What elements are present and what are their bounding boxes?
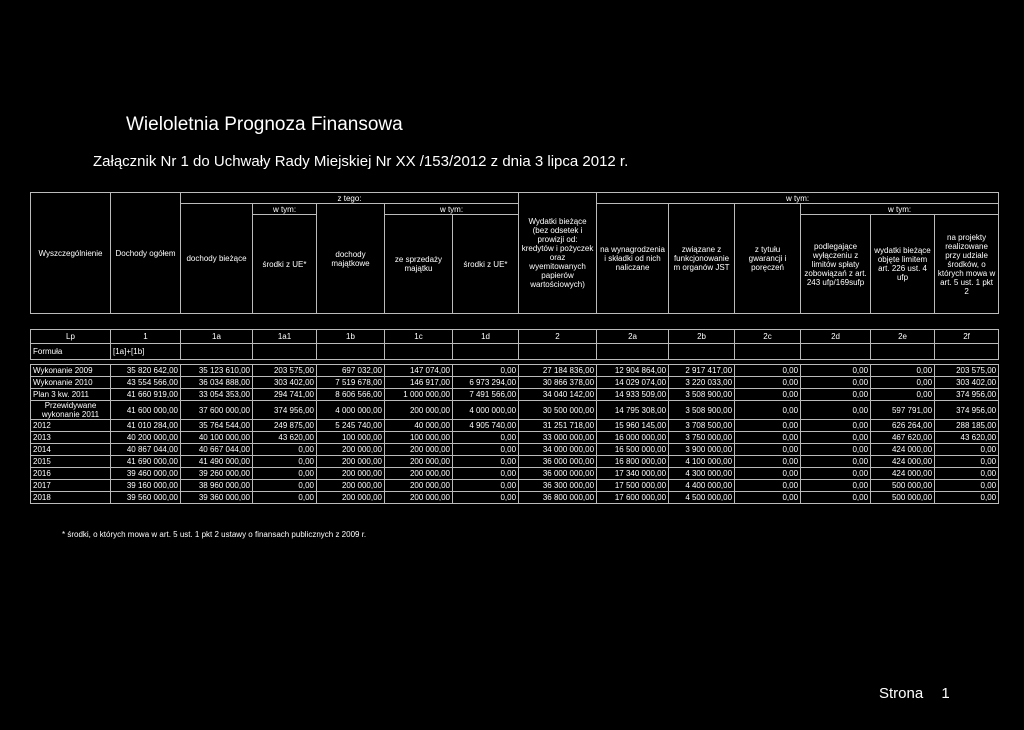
table-cell: 697 032,00 — [317, 365, 385, 377]
table-cell: 0,00 — [735, 401, 801, 420]
table-cell: 203 575,00 — [253, 365, 317, 377]
table-cell: 14 933 509,00 — [597, 389, 669, 401]
table-cell: 0,00 — [871, 377, 935, 389]
formula-cell — [735, 344, 801, 360]
page-num: 1 — [941, 685, 950, 702]
table-cell: 100 000,00 — [317, 432, 385, 444]
formula-row — [31, 344, 999, 360]
document-title: Wieloletnia Prognoza Finansowa — [126, 114, 403, 135]
table-cell: 374 956,00 — [935, 401, 999, 420]
row-label: 2013 — [31, 432, 111, 444]
table-cell: 288 185,00 — [935, 420, 999, 432]
index-cell: 2e — [871, 330, 935, 344]
table-cell: 0,00 — [253, 480, 317, 492]
table-row — [31, 444, 999, 456]
index-cell: Lp — [31, 330, 111, 344]
index-cell: 2 — [519, 330, 597, 344]
table-cell: 14 795 308,00 — [597, 401, 669, 420]
table-cell: 40 000,00 — [385, 420, 453, 432]
table-row — [31, 401, 999, 420]
row-label: Wykonanie 2010 — [31, 377, 111, 389]
col-header-wylaczenie-limitow: podlegające wyłączeniu z limitów spłaty zobowiązań z art. 243 ufp/169sufp — [801, 215, 871, 314]
formula-label: Formuła — [31, 344, 111, 360]
index-cell: 2f — [935, 330, 999, 344]
table-cell: 4 300 000,00 — [669, 468, 735, 480]
table-cell: 43 554 566,00 — [111, 377, 181, 389]
index-cell: 2a — [597, 330, 669, 344]
table-cell: 41 010 284,00 — [111, 420, 181, 432]
table-cell: 0,00 — [801, 365, 871, 377]
table-row — [31, 365, 999, 377]
table-cell: 200 000,00 — [317, 492, 385, 504]
table-cell: 200 000,00 — [385, 492, 453, 504]
table-cell: 3 708 500,00 — [669, 420, 735, 432]
page-label: Strona — [879, 685, 924, 702]
table-cell: 200 000,00 — [317, 468, 385, 480]
table-row — [31, 456, 999, 468]
footnote: * środki, o których mowa w art. 5 ust. 1 pkt 2 ustawy o finansach publicznych z 2009 r. — [62, 530, 367, 539]
table-cell: 36 300 000,00 — [519, 480, 597, 492]
table-cell: 27 184 836,00 — [519, 365, 597, 377]
table-cell: 4 400 000,00 — [669, 480, 735, 492]
table-cell: 0,00 — [801, 480, 871, 492]
table-cell: 16 800 000,00 — [597, 456, 669, 468]
table-cell: 0,00 — [801, 377, 871, 389]
table-cell: 0,00 — [801, 432, 871, 444]
table-cell: 0,00 — [453, 468, 519, 480]
table-cell: 31 251 718,00 — [519, 420, 597, 432]
index-cell: 1a — [181, 330, 253, 344]
table-cell: 40 100 000,00 — [181, 432, 253, 444]
table-cell: 203 575,00 — [935, 365, 999, 377]
row-label: 2015 — [31, 456, 111, 468]
table-cell: 0,00 — [801, 468, 871, 480]
table-cell: 16 500 000,00 — [597, 444, 669, 456]
index-cell: 2d — [801, 330, 871, 344]
table-cell: 0,00 — [735, 377, 801, 389]
col-header-wynagrodzenia: na wynagrodzenia i składki od nich naliczane — [597, 204, 669, 314]
table-cell: 424 000,00 — [871, 444, 935, 456]
table-cell: 35 123 610,00 — [181, 365, 253, 377]
table-row — [31, 432, 999, 444]
table-cell: 39 560 000,00 — [111, 492, 181, 504]
table-cell: 36 800 000,00 — [519, 492, 597, 504]
table-cell: 0,00 — [735, 468, 801, 480]
col-header-projekty-ue: na projekty realizowane przy udziale środków, o których mowa w art. 5 ust. 1 pkt 2 — [935, 215, 999, 314]
row-label: 2016 — [31, 468, 111, 480]
table-cell: 4 100 000,00 — [669, 456, 735, 468]
table-cell: 100 000,00 — [385, 432, 453, 444]
table-row — [31, 377, 999, 389]
table-row — [31, 389, 999, 401]
row-label: 2012 — [31, 420, 111, 432]
row-label: 2017 — [31, 480, 111, 492]
table-cell: 0,00 — [801, 420, 871, 432]
index-cell: 1c — [385, 330, 453, 344]
table-cell: 17 500 000,00 — [597, 480, 669, 492]
table-cell: 34 000 000,00 — [519, 444, 597, 456]
formula-cell — [253, 344, 317, 360]
group-header-w-tym-2: w tym: — [385, 204, 519, 215]
table-cell: 30 866 378,00 — [519, 377, 597, 389]
table-cell: 0,00 — [735, 480, 801, 492]
table-cell: 41 600 000,00 — [111, 401, 181, 420]
table-cell: 1 000 000,00 — [385, 389, 453, 401]
table-cell: 35 764 544,00 — [181, 420, 253, 432]
group-header-w-tym-1: w tym: — [253, 204, 317, 215]
table-cell: 0,00 — [735, 492, 801, 504]
table-cell: 0,00 — [453, 444, 519, 456]
table-cell: 3 508 900,00 — [669, 401, 735, 420]
table-cell: 200 000,00 — [385, 401, 453, 420]
col-header-srodki-ue-1: środki z UE* — [253, 215, 317, 314]
financial-forecast-table — [30, 192, 999, 504]
table-cell: 4 500 000,00 — [669, 492, 735, 504]
table-cell: 0,00 — [453, 456, 519, 468]
table-cell: 39 460 000,00 — [111, 468, 181, 480]
formula-cell — [181, 344, 253, 360]
table-cell: 200 000,00 — [385, 468, 453, 480]
table-cell: 35 820 642,00 — [111, 365, 181, 377]
col-header-dochody-ogolem: Dochody ogółem — [111, 193, 181, 314]
table-cell: 0,00 — [253, 444, 317, 456]
index-cell: 2b — [669, 330, 735, 344]
table-cell: 5 245 740,00 — [317, 420, 385, 432]
formula-cell — [669, 344, 735, 360]
formula-cell — [597, 344, 669, 360]
table-cell: 0,00 — [735, 365, 801, 377]
table-cell: 0,00 — [253, 492, 317, 504]
table-cell: 374 956,00 — [935, 389, 999, 401]
table-cell: 0,00 — [253, 456, 317, 468]
col-header-dochody-majatkowe: dochody majątkowe — [317, 204, 385, 314]
table-cell: 40 867 044,00 — [111, 444, 181, 456]
table-cell: 36 034 888,00 — [181, 377, 253, 389]
table-cell: 6 973 294,00 — [453, 377, 519, 389]
table-cell: 4 000 000,00 — [317, 401, 385, 420]
table-cell: 3 750 000,00 — [669, 432, 735, 444]
table-cell: 7 491 566,00 — [453, 389, 519, 401]
table-cell: 16 000 000,00 — [597, 432, 669, 444]
table-cell: 40 200 000,00 — [111, 432, 181, 444]
table-cell: 200 000,00 — [385, 456, 453, 468]
table-cell: 15 960 145,00 — [597, 420, 669, 432]
col-header-wydatki-biezace: Wydatki bieżące (bez odsetek i prowizji od: kredytów i pożyczek oraz wyemitowanych papierów wartościowych) — [519, 193, 597, 314]
table-cell: 40 667 044,00 — [181, 444, 253, 456]
col-header-wydatki-limit: wydatki bieżące objęte limitem art. 226 ust. 4 ufp — [871, 215, 935, 314]
table-cell: 14 029 074,00 — [597, 377, 669, 389]
col-header-srodki-ue-2: środki z UE* — [453, 215, 519, 314]
spacer-row — [31, 314, 999, 330]
table-cell: 3 900 000,00 — [669, 444, 735, 456]
index-cell: 1d — [453, 330, 519, 344]
index-cell: 2c — [735, 330, 801, 344]
table-cell: 626 264,00 — [871, 420, 935, 432]
header-row-1 — [31, 193, 999, 204]
index-cell: 1 — [111, 330, 181, 344]
table-cell: 0,00 — [735, 420, 801, 432]
table-row — [31, 468, 999, 480]
table-cell: 249 875,00 — [253, 420, 317, 432]
table-cell: 0,00 — [801, 492, 871, 504]
col-header-sprzedaz-majatku: ze sprzedaży majątku — [385, 215, 453, 314]
table-cell: 0,00 — [935, 444, 999, 456]
index-row — [31, 330, 999, 344]
document-subtitle: Załącznik Nr 1 do Uchwały Rady Miejskiej Nr XX /153/2012 z dnia 3 lipca 2012 r. — [93, 153, 629, 170]
table-cell: 0,00 — [453, 480, 519, 492]
formula-cell — [453, 344, 519, 360]
table-cell: 200 000,00 — [385, 480, 453, 492]
col-header-dochody-biezace: dochody bieżące — [181, 204, 253, 314]
table-cell: 374 956,00 — [253, 401, 317, 420]
table-cell: 0,00 — [801, 389, 871, 401]
row-label: Plan 3 kw. 2011 — [31, 389, 111, 401]
table-cell: 2 917 417,00 — [669, 365, 735, 377]
table-cell: 0,00 — [735, 456, 801, 468]
table-cell: 0,00 — [453, 492, 519, 504]
table-row — [31, 480, 999, 492]
row-label: Przewidywane wykonanie 2011 — [31, 401, 111, 420]
table-cell: 36 000 000,00 — [519, 456, 597, 468]
table-cell: 0,00 — [935, 468, 999, 480]
table-cell: 200 000,00 — [385, 444, 453, 456]
index-cell: 1a1 — [253, 330, 317, 344]
col-header-wyszczegolnienie: Wyszczególnienie — [31, 193, 111, 314]
formula-cell — [519, 344, 597, 360]
table-cell: 0,00 — [253, 468, 317, 480]
group-header-w-tym-right-2: w tym: — [801, 204, 999, 215]
table-cell: 424 000,00 — [871, 456, 935, 468]
table-cell: 0,00 — [935, 480, 999, 492]
table-cell: 0,00 — [801, 444, 871, 456]
table-cell: 33 000 000,00 — [519, 432, 597, 444]
table-cell: 39 260 000,00 — [181, 468, 253, 480]
table-cell: 147 074,00 — [385, 365, 453, 377]
table-cell: 41 660 919,00 — [111, 389, 181, 401]
col-header-organy-jst: związane z funkcjonowanie m organów JST — [669, 204, 735, 314]
row-label: Wykonanie 2009 — [31, 365, 111, 377]
table-cell: 0,00 — [801, 456, 871, 468]
table-cell: 200 000,00 — [317, 456, 385, 468]
table-cell: 200 000,00 — [317, 444, 385, 456]
table-cell: 0,00 — [871, 389, 935, 401]
table-cell: 12 904 864,00 — [597, 365, 669, 377]
table-cell: 0,00 — [935, 456, 999, 468]
table-cell: 424 000,00 — [871, 468, 935, 480]
table-cell: 17 340 000,00 — [597, 468, 669, 480]
table-cell: 303 402,00 — [253, 377, 317, 389]
table-cell: 500 000,00 — [871, 480, 935, 492]
table-cell: 39 360 000,00 — [181, 492, 253, 504]
table-cell: 3 220 033,00 — [669, 377, 735, 389]
index-cell: 1b — [317, 330, 385, 344]
table-cell: 200 000,00 — [317, 480, 385, 492]
table-cell: 146 917,00 — [385, 377, 453, 389]
table-cell: 4 000 000,00 — [453, 401, 519, 420]
formula-value: [1a]+[1b] — [111, 344, 181, 360]
table-row — [31, 492, 999, 504]
table-cell: 17 600 000,00 — [597, 492, 669, 504]
table-cell: 467 620,00 — [871, 432, 935, 444]
table-cell: 7 519 678,00 — [317, 377, 385, 389]
table-cell: 0,00 — [735, 444, 801, 456]
table-cell: 0,00 — [735, 389, 801, 401]
formula-cell — [317, 344, 385, 360]
table-cell: 8 606 566,00 — [317, 389, 385, 401]
table-cell: 597 791,00 — [871, 401, 935, 420]
table-row — [31, 420, 999, 432]
table-cell: 43 620,00 — [253, 432, 317, 444]
table-cell: 36 000 000,00 — [519, 468, 597, 480]
formula-cell — [801, 344, 871, 360]
table-cell: 500 000,00 — [871, 492, 935, 504]
group-header-w-tym-right: w tym: — [597, 193, 999, 204]
table-cell: 3 508 900,00 — [669, 389, 735, 401]
row-label: 2018 — [31, 492, 111, 504]
table-cell: 0,00 — [801, 401, 871, 420]
table-cell: 0,00 — [735, 432, 801, 444]
formula-cell — [871, 344, 935, 360]
formula-cell — [935, 344, 999, 360]
formula-cell — [385, 344, 453, 360]
table-cell: 30 500 000,00 — [519, 401, 597, 420]
table-cell: 0,00 — [935, 492, 999, 504]
table-cell: 41 490 000,00 — [181, 456, 253, 468]
table-cell: 0,00 — [871, 365, 935, 377]
table-cell: 4 905 740,00 — [453, 420, 519, 432]
table-cell: 39 160 000,00 — [111, 480, 181, 492]
table-cell: 0,00 — [453, 365, 519, 377]
table-cell: 38 960 000,00 — [181, 480, 253, 492]
table-cell: 0,00 — [453, 432, 519, 444]
table-cell: 34 040 142,00 — [519, 389, 597, 401]
page-number — [879, 685, 950, 702]
table-cell: 41 690 000,00 — [111, 456, 181, 468]
row-label: 2014 — [31, 444, 111, 456]
col-header-gwarancje: z tytułu gwarancji i poręczeń — [735, 204, 801, 314]
table-cell: 303 402,00 — [935, 377, 999, 389]
table-cell: 33 054 353,00 — [181, 389, 253, 401]
table-cell: 43 620,00 — [935, 432, 999, 444]
table-cell: 294 741,00 — [253, 389, 317, 401]
table-cell: 37 600 000,00 — [181, 401, 253, 420]
group-header-z-tego: z tego: — [181, 193, 519, 204]
